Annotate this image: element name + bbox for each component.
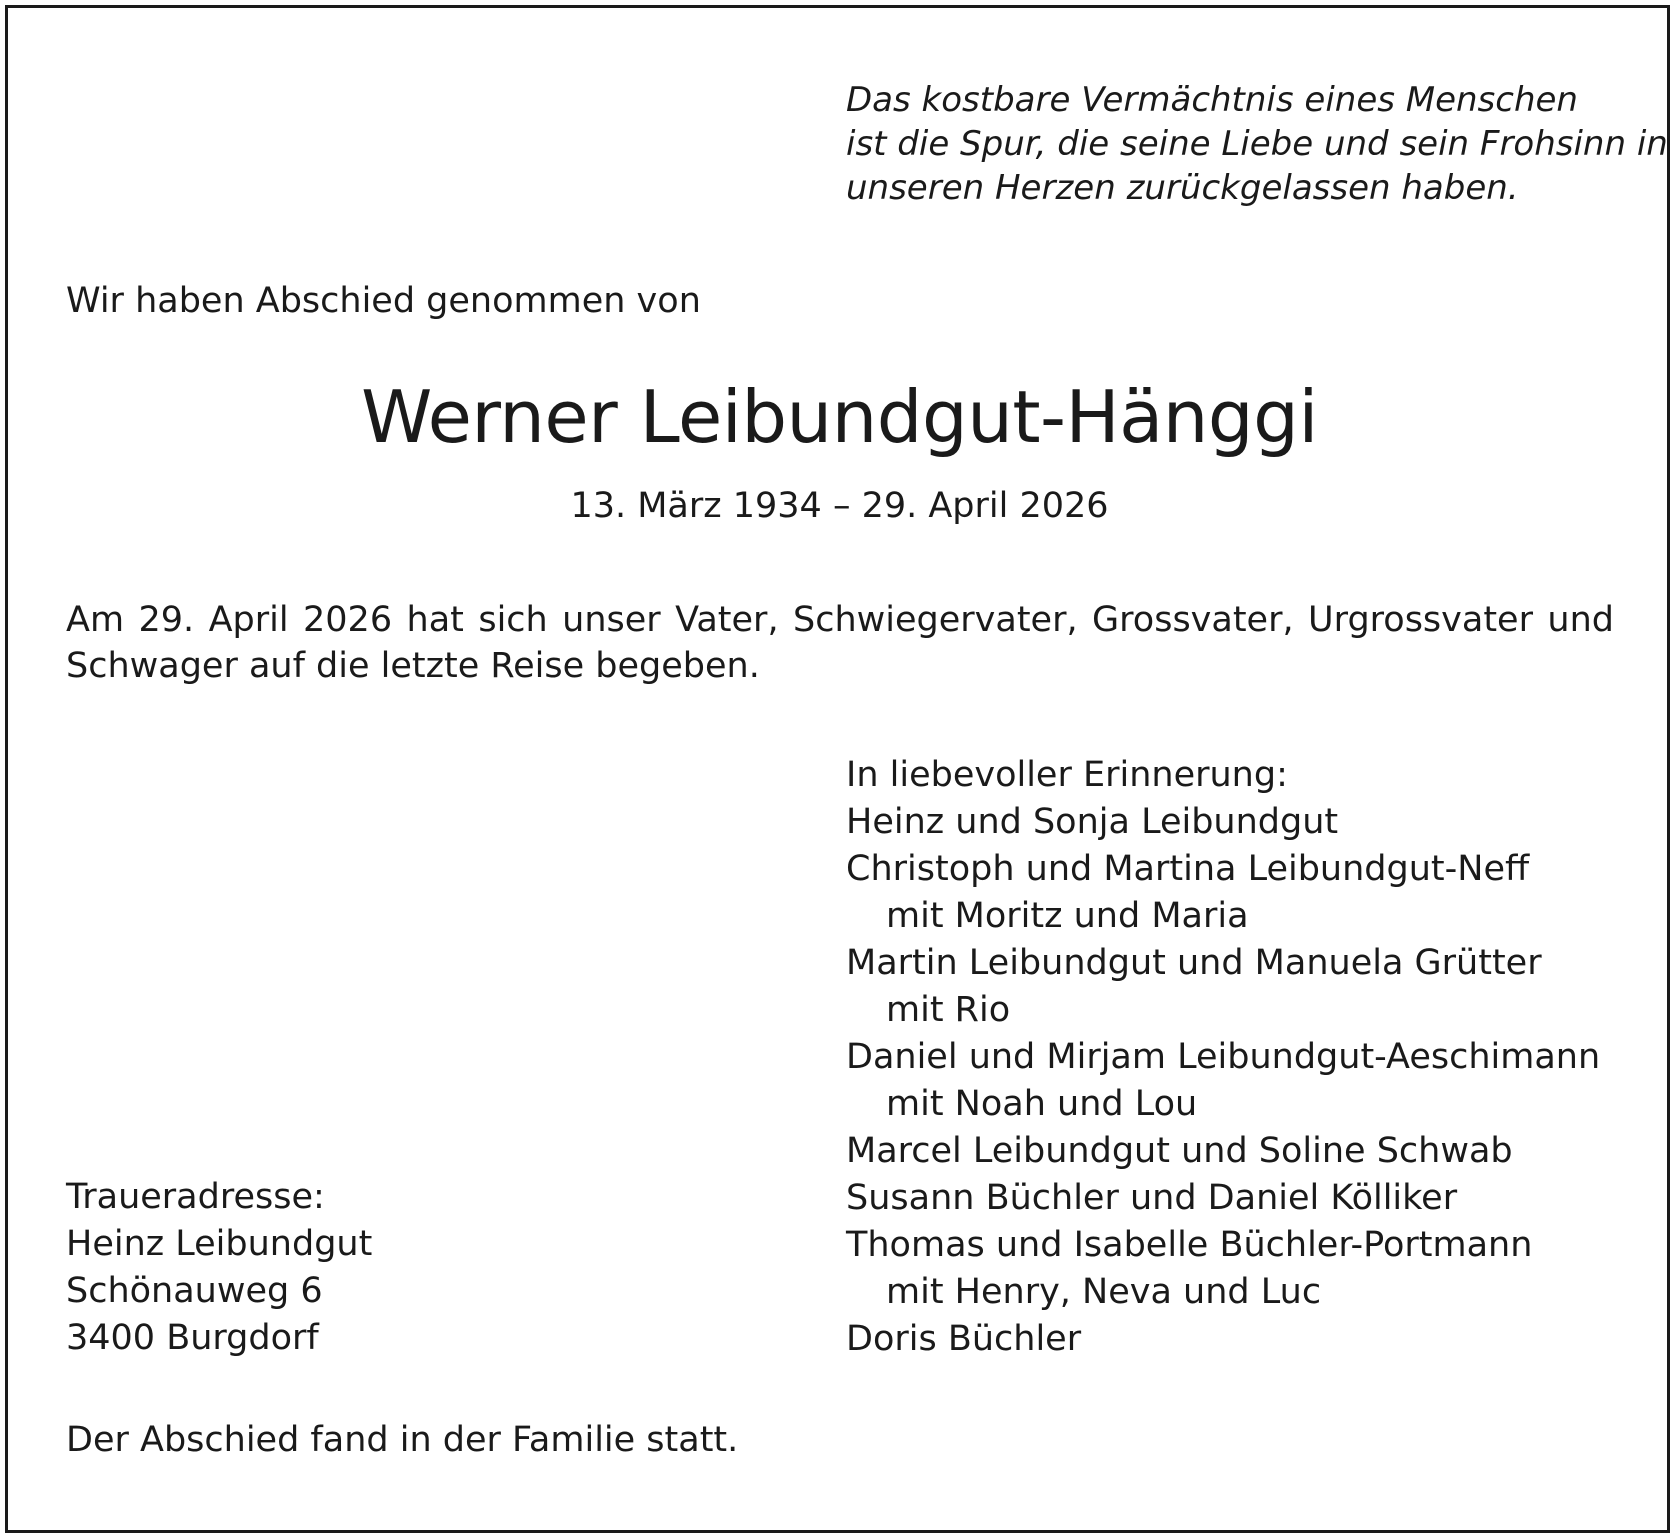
address-name: Heinz Leibundgut — [66, 1224, 373, 1264]
family-children: mit Noah und Lou — [886, 1084, 1198, 1124]
announcement-text: Am 29. April 2026 hat sich unser Vater, Schwiegervater, Grossvater, Urgrossvater und Schwager auf die letzte Reise begeben. — [66, 600, 1614, 686]
family-member: Daniel und Mirjam Leibundgut-Aeschimann — [846, 1037, 1601, 1077]
motto-line: ist die Spur, die seine Liebe und sein Frohsinn in — [846, 124, 1668, 164]
family-children: mit Henry, Neva und Luc — [886, 1272, 1322, 1312]
family-member: Christoph und Martina Leibundgut-Neff — [846, 849, 1530, 889]
deceased-name: Werner Leibundgut-Hänggi — [361, 375, 1318, 459]
family-children: mit Moritz und Maria — [886, 896, 1249, 936]
family-children: mit Rio — [886, 990, 1011, 1030]
address-label: Traueradresse: — [66, 1177, 325, 1217]
family-member: Susann Büchler und Daniel Kölliker — [846, 1178, 1458, 1218]
family-member: Thomas und Isabelle Büchler-Portmann — [846, 1225, 1533, 1265]
intro-text: Wir haben Abschied genommen von — [66, 281, 701, 321]
motto-line: Das kostbare Vermächtnis eines Menschen — [846, 80, 1578, 120]
motto-line: unseren Herzen zurückgelassen haben. — [846, 168, 1519, 208]
family-member: Doris Büchler — [846, 1319, 1082, 1359]
family-member: Martin Leibundgut und Manuela Grütter — [846, 943, 1542, 983]
family-list — [846, 752, 1646, 1363]
life-dates: 13. März 1934 – 29. April 2026 — [570, 486, 1109, 526]
family-member: Heinz und Sonja Leibundgut — [846, 802, 1339, 842]
mourning-address — [66, 1174, 372, 1362]
motto-quote — [846, 78, 1668, 210]
address-street: Schönauweg 6 — [66, 1271, 323, 1311]
closing-text: Der Abschied fand in der Familie statt. — [66, 1420, 739, 1460]
family-heading: In liebevoller Erinnerung: — [846, 755, 1288, 795]
family-member: Marcel Leibundgut und Soline Schwab — [846, 1131, 1513, 1171]
address-city: 3400 Burgdorf — [66, 1318, 319, 1358]
